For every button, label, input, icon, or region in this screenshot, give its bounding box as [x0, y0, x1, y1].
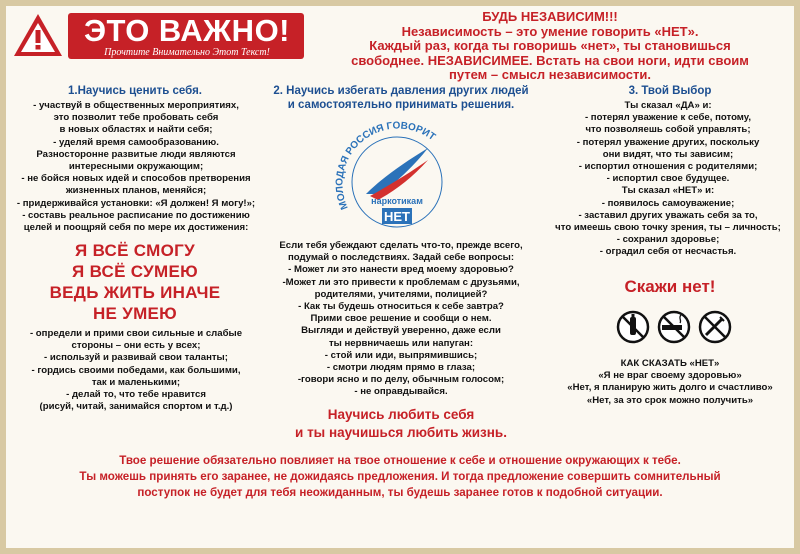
list-item: стороны – они есть у всех; [71, 340, 201, 352]
col3-title: 3. Твой Выбор [628, 85, 712, 97]
list-item: - Как ты будешь относиться к себе завтра? [298, 301, 504, 313]
list-item: - появилось самоуважение; [601, 197, 735, 209]
list-item: Ты сказал «ДА» и: [624, 100, 712, 111]
list-item: - Может ли это нанести вред моему здоровью? [288, 264, 514, 276]
logo-arc-text: МОЛОДАЯ РОССИЯ ГОВОРИТ [334, 120, 438, 212]
logo-molodaya-rossiya [330, 120, 465, 230]
no-smoking-icon [659, 312, 689, 342]
col2-title-line: 2. Научись избегать давления других людей [273, 85, 529, 97]
col2-list [260, 240, 542, 399]
list-item: - стой или иди, выпрямившись; [324, 349, 478, 361]
col1-list-2 [8, 328, 264, 413]
how-item: «Нет, я планирую жить долго и счастливо» [567, 382, 773, 394]
list-item: подумай о последствиях. Задай себе вопросы: [287, 252, 515, 264]
list-item: интересными окружающим; [68, 161, 204, 173]
prohibition-icons [616, 310, 732, 344]
list-item: - уделяй время самообразованию. [53, 136, 219, 148]
list-item: это позволит тебе пробовать себя [53, 112, 219, 124]
list-item: что позволяешь собой управлять; [585, 124, 751, 136]
list-item: ты нервничаешь или напуган: [328, 337, 474, 349]
footer-text [20, 453, 780, 501]
list-item: - потерял уважение других, поскольку [576, 136, 760, 148]
list-item: Выгляди и действуй уверенно, даже если [301, 325, 501, 337]
logo-line1: наркотикам [371, 196, 423, 206]
list-item: - участвуй в общественных мероприятиях, [33, 100, 239, 111]
slogan-line: Я ВСЁ СМОГУ [75, 241, 195, 260]
list-item: - сохранил здоровье; [616, 234, 720, 246]
list-item: - составь реальное расписание по достижению [22, 209, 250, 221]
list-item: так и маленькими; [91, 376, 181, 388]
list-item: - не бойся новых идей и способов претворения [21, 173, 251, 185]
list-item: что имеешь свою точку зрения, ты – личность; [555, 222, 781, 234]
list-item: в новых областях и найти себя; [59, 124, 213, 136]
list-item: - испортил отношения с родителями; [578, 161, 758, 173]
list-item: Ты сказал «НЕТ» и: [621, 185, 715, 197]
intro-line: Независимость – это умение говорить «НЕТ». [401, 23, 699, 39]
page-subtitle: Прочтите Внимательно Этот Текст! [104, 47, 270, 58]
closing-line: Научись любить себя [327, 407, 475, 422]
intro-text [310, 10, 790, 83]
list-item: Прими свое решение и сообщи о нем. [310, 313, 492, 325]
list-item: - не оправдывайся. [354, 386, 448, 398]
list-item: Если тебя убеждают сделать что-то, прежде всего, [279, 240, 523, 251]
list-item: - оградил себя от несчастья. [599, 246, 737, 258]
list-item: Разносторонне развитые люди являются [36, 148, 236, 160]
list-item: - делай то, что тебе нравится [66, 389, 206, 401]
list-item: - смотри людям прямо в глаза; [326, 362, 476, 374]
list-item: -Может ли это привести к проблемам с друзьями, [282, 276, 520, 288]
list-item: - придерживайся установки: «Я должен! Я могу!»; [16, 197, 256, 209]
col3-list [540, 100, 796, 259]
list-item: - определи и прими свои сильные и слабые [29, 328, 243, 339]
list-item: - используй и развивай свои таланты; [44, 352, 228, 364]
list-item: - потерял уважение к себе, потому, [584, 112, 752, 124]
list-item: - испортил свое будущее. [606, 173, 730, 185]
page-title: ЭТО ВАЖНО! [83, 13, 290, 48]
intro-line: свободнее. НЕЗАВИСИМЕЕ. Встать на свои ноги, идти своим [351, 52, 749, 68]
slogan-line: НЕ УМЕЮ [92, 304, 178, 323]
col1-slogan [20, 240, 250, 324]
intro-line: БУДЬ НЕЗАВИСИМ!!! [482, 9, 618, 24]
footer-line: поступок не будет для тебя неожиданным, ты будешь заранее готов к подобной ситуации. [137, 486, 663, 499]
warning-icon [12, 12, 64, 58]
list-item: (рисуй, читай, занимайся спортом и т.д.) [39, 401, 233, 413]
col2-closing [262, 406, 540, 442]
list-item: целей и поощряй себя по мере их достижения: [23, 222, 249, 234]
slogan-line: ВЕДЬ ЖИТЬ ИНАЧЕ [49, 283, 221, 302]
col2-title-line: и самостоятельно принимать решения. [287, 99, 515, 111]
how-item: «Я не враг своему здоровью» [598, 370, 742, 382]
footer-line: Твое решение обязательно повлияет на твое отношение к себе и отношение окружающих к тебе. [119, 454, 681, 467]
how-to-say-no [560, 358, 780, 407]
list-item: они видят, что ты зависим; [602, 148, 734, 160]
say-no-heading: Скажи нет! [624, 277, 716, 296]
list-item: - гордись своими победами, как большими, [31, 364, 241, 376]
list-item: родителями, учителями, полицией? [314, 288, 488, 300]
intro-line: Каждый раз, когда ты говоришь «нет», ты становишься [369, 38, 731, 53]
no-drugs-icon [700, 312, 730, 342]
how-title: КАК СКАЗАТЬ «НЕТ» [620, 358, 720, 369]
slogan-line: Я ВСЁ СУМЕЮ [72, 262, 198, 281]
no-alcohol-icon [618, 312, 648, 342]
footer-line: Ты можешь принять его заранее, не дожидаясь предложения. И тогда предложение совершить сомнительный [79, 470, 721, 483]
list-item: - заставил других уважать себя за то, [578, 209, 758, 221]
how-item: «Нет, за это срок можно получить» [586, 394, 754, 406]
logo-line2: НЕТ [384, 209, 410, 224]
closing-line: и ты научишься любить жизнь. [295, 425, 507, 440]
col1-title: 1.Научись ценить себя. [68, 85, 202, 97]
list-item: -говори ясно и по делу, обычным голосом; [297, 374, 505, 386]
col1-list [8, 100, 264, 234]
list-item: жизненных планов, меняйся; [65, 185, 207, 197]
col2-title [262, 84, 540, 112]
intro-line: путем – смысл независимости. [448, 67, 651, 82]
